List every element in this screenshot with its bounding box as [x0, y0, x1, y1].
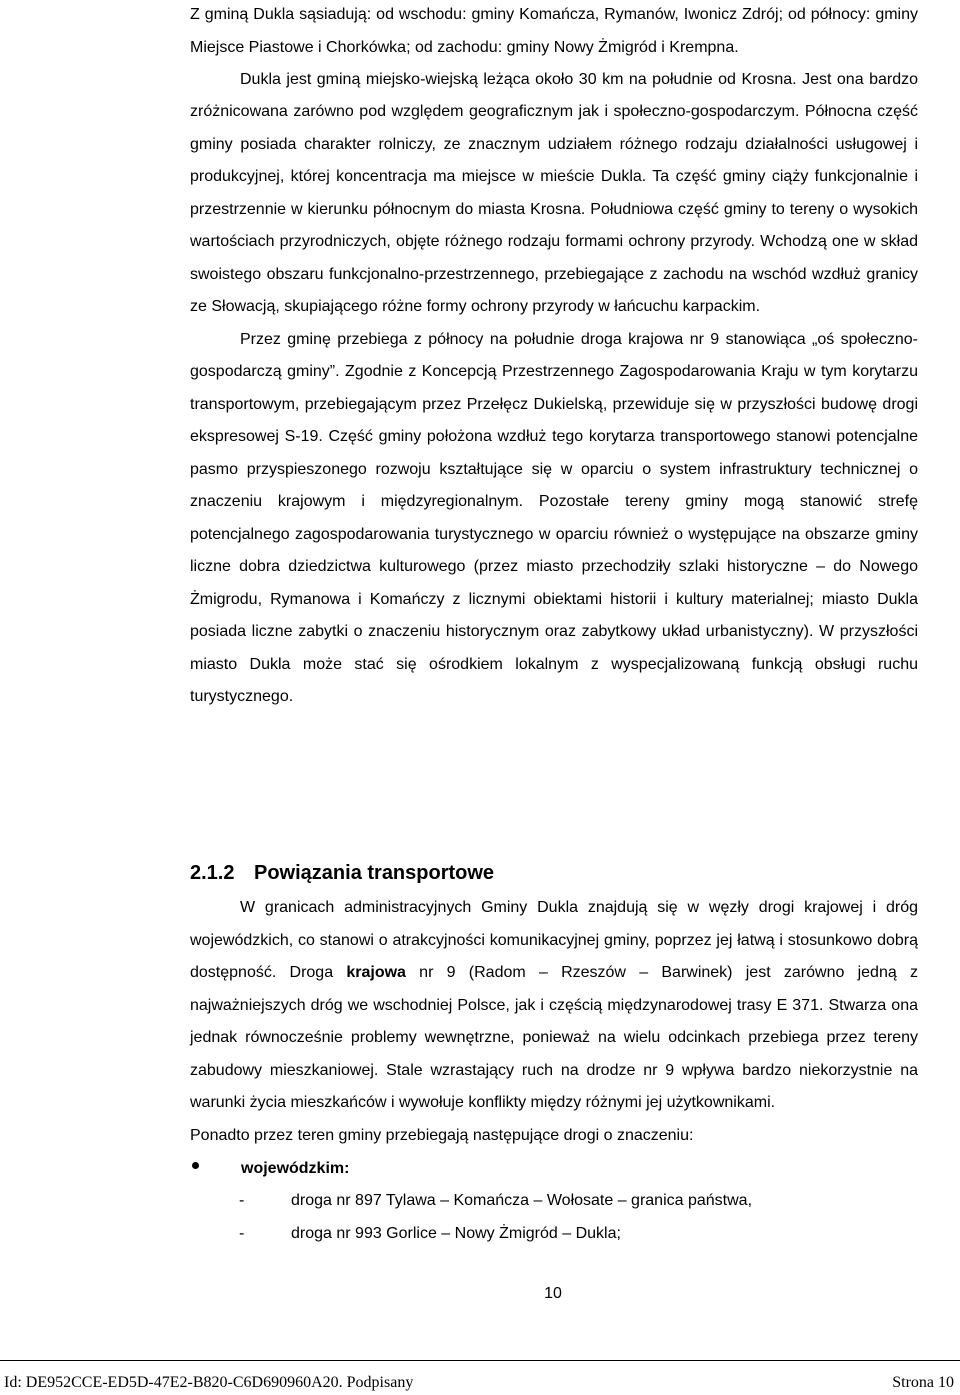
page-number: 10 — [544, 1285, 562, 1302]
section-heading — [190, 857, 918, 889]
section-number: 2.1.2 — [190, 862, 235, 884]
paragraph-transport-text-2: nr 9 (Radom – Rzeszów – Barwinek) jest zarówno jedną z najważniejszych dróg we wschodniej Polsce, jak i częścią międzynarodowej trasy E 371. Stwarza ona jednak równocześnie problemy wewnętrzne, ponieważ na wielu odcinkach przebiega przez tereny zabudowy mieszkaniowej. Stale wzrastający ruch na drodze nr 9 wpływa bardzo niekorzystnie na warunki życia mieszkańców i wywołuje konflikty między różnymi jej użytkownikami. — [190, 964, 918, 1111]
road-text: droga nr 993 Gorlice – Nowy Żmigród – Dukla; — [291, 1224, 621, 1242]
section-title: Powiązania transportowe — [254, 862, 495, 884]
paragraph-dukla-overview: Dukla jest gminą miejsko-wiejską leżąca około 30 km na południe od Krosna. Jest ona bardzo zróżnicowana zarówno pod względem geograficznym jak i społeczno-gospodarczym. Północna część gminy posiada charakter rolniczy, ze znacznym udziałem różnego rodzaju działalności usługowej i produkcyjnej, której koncentracja ma miejsce w mieście Dukla. Ta część gminy ciąży funkcjonalnie i przestrzennie w kierunku północnym do miasta Krosna. Południowa część gminy to tereny o wysokich wartościach przyrodniczych, objęte różnego rodzaju formami ochrony przyrody. Wchodzą one w skład swoistego obszaru funkcjonalno-przestrzennego, przebiegające z zachodu na wschód wzdłuż granicy ze Słowacją, skupiającego różne formy ochrony przyrody w łańcuchu karpackim. — [190, 70, 918, 315]
footer — [0, 1360, 960, 1395]
document-body — [190, 0, 918, 714]
section-body — [190, 892, 918, 1250]
road-item — [190, 1185, 918, 1218]
document-id: Id: DE952CCE-ED5D-47E2-B820-C6D690960A20. Podpisany — [4, 1374, 414, 1391]
bold-krajowa: krajowa — [346, 964, 406, 981]
road-item — [190, 1218, 918, 1251]
bullet-label: wojewódzkim: — [241, 1160, 350, 1177]
dash-marker: - — [239, 1192, 245, 1209]
paragraph-roads-intro: Ponadto przez teren gminy przebiegają następujące drogi o znaczeniu: — [190, 1126, 694, 1144]
paragraph-transport — [190, 892, 918, 1120]
paragraph-neighbours: Z gminą Dukla sąsiadują: od wschodu: gminy Komańcza, Rymanów, Iwonicz Zdrój; od północy: gminy Miejsce Piastowe i Chorkówka; od zachodu: gminy Nowy Żmigród i Krempna. — [190, 6, 918, 56]
paragraph-national-road: Przez gminę przebiega z północy na południe droga krajowa nr 9 stanowiąca „oś społeczno-gospodarczą gminy”. Zgodnie z Koncepcją Przestrzennego Zagospodarowania Kraju w tym korytarzu transportowym, przebiegającym przez Przełęcz Dukielską, przewiduje się w przyszłości budowę drogi ekspresowej S-19. Część gminy położona wzdłuż tego korytarza transportowego stanowi potencjalne pasmo przyspieszonego rozwoju kształtujące się w oparciu o system infrastruktury technicznej o znaczeniu krajowym i międzyregionalnym. Pozostałe tereny gminy mogą stanowić strefę potencjalnego zagospodarowania turystycznego w oparciu również o występujące na obszarze gminy liczne dobra dziedzictwa kulturowego (przez miasto przechodziły szlaki historyczne – do Nowego Żmigrodu, Rymanowa i Komańczy z licznymi obiektami historii i kultury materialnej; miasto Dukla posiada liczne zabytki o znaczeniu historycznym oraz zabytkowy układ urbanistyczny). W przyszłości miasto Dukla może stać się ośrodkiem lokalnym z wyspecjalizowaną funkcją obsługi ruchu turystycznego. — [190, 330, 918, 705]
road-text: droga nr 897 Tylawa – Komańcza – Wołosate – granica państwa, — [291, 1192, 753, 1209]
page-label: Strona 10 — [892, 1374, 954, 1391]
dash-marker: - — [239, 1224, 245, 1242]
paragraph-transport-text-1: W granicach administracyjnych Gminy Dukla znajdują się w węzły drogi krajowej i dróg wojewódzkich, co stanowi o atrakcyjności komunikacyjnej gminy, poprzez jej łatwą i stosunkowo dobrą dostępność. Droga — [190, 899, 918, 981]
bullet-item — [190, 1152, 918, 1185]
